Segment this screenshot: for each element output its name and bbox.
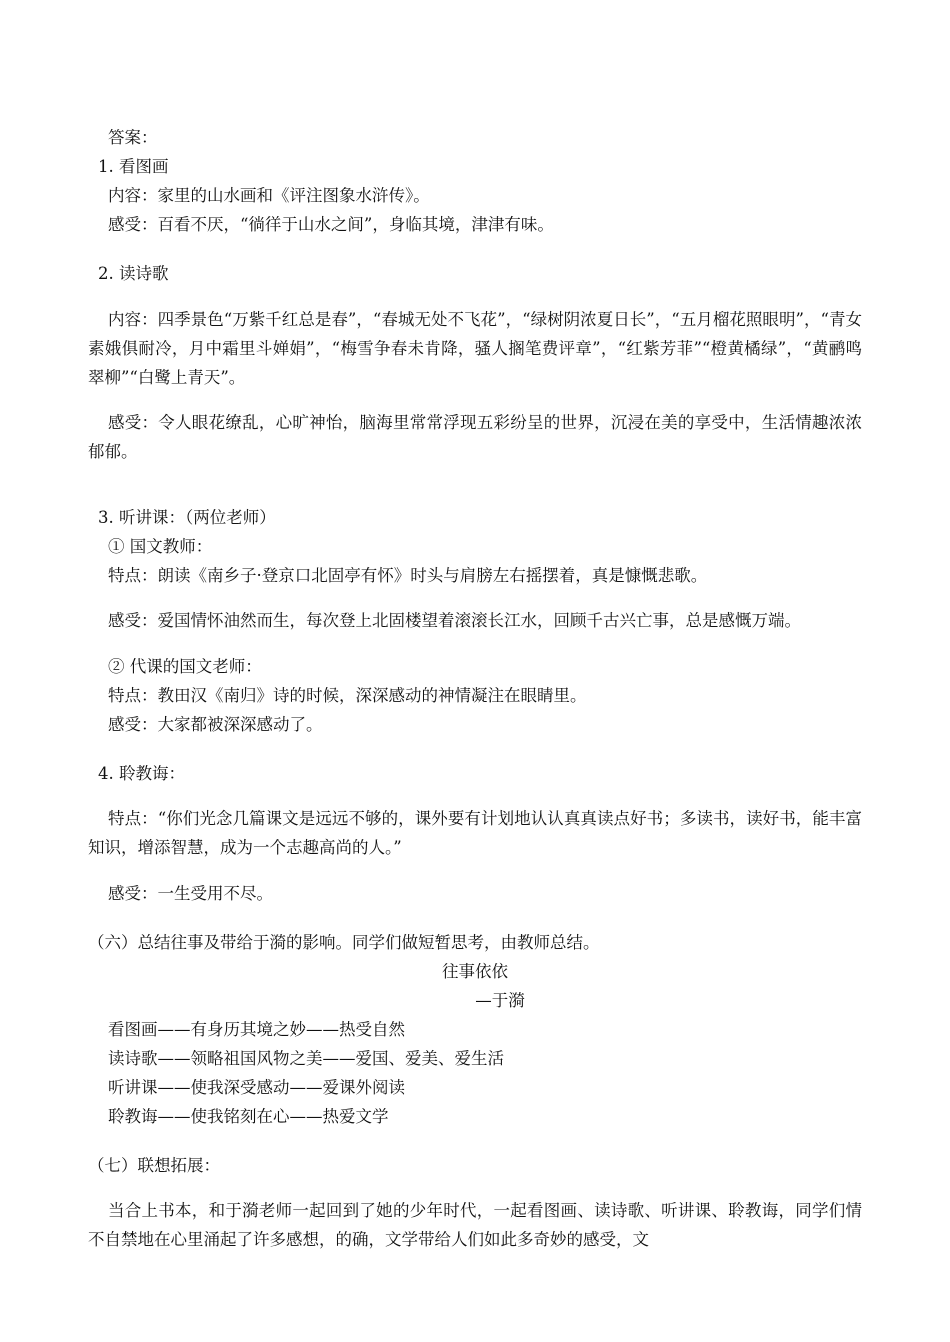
extension-text: 当合上书本，和于漪老师一起回到了她的少年时代，一起看图画、读诗歌、听讲课、聆教诲，同学们情不自禁地在心里涌起了许多感想，的确，文学带给人们如此多奇妙的感受，文	[88, 1201, 862, 1249]
document-page	[88, 123, 862, 1271]
section-1-feeling: 感受：百看不厌，“徜徉于山水之间”，身临其境，津津有味。	[108, 215, 554, 234]
spacer	[88, 739, 862, 759]
teacher-1-feature: 特点：朗读《南乡子·登京口北固亭有怀》时头与肩膀左右摇摆着，真是慷慨悲歌。	[108, 565, 708, 585]
summary-row: 看图画——有身历其境之妙——热受自然	[108, 1019, 405, 1039]
summary-row: 听讲课——使我深受感动——爱课外阅读	[108, 1077, 405, 1097]
section-2-title: 2. 读诗歌	[98, 264, 169, 283]
summary-row: 聆教诲——使我铭刻在心——热爱文学	[108, 1106, 389, 1126]
teacher-1-feeling: 感受：爱国情怀油然而生，每次登上北固楼望着滚滚长江水，回顾千古兴亡事，总是感慨万端。	[108, 611, 801, 630]
summary-row: 读诗歌——领略祖国风物之美——爱国、爱美、爱生活	[108, 1048, 504, 1068]
teacher-1-label: ① 国文教师：	[108, 536, 213, 556]
section-4-title: 4. 聆教诲：	[98, 763, 185, 783]
section-2-content: 内容：四季景色“万紫千红总是春”，“春城无处不飞花”，“绿树阴浓夏日长”，“五月榴花照眼明”，“青女素娥俱耐冷，月中霜里斗婵娟”，“梅雪争春未肯降，骚人搁笔费评章”，“红紫芳菲”“橙黄橘绿”，“黄鹂鸣翠柳”“白鹭上青天”。	[88, 309, 862, 387]
section-1-title: 1. 看图画	[98, 157, 169, 176]
section-2-feeling: 感受：令人眼花缭乱，心旷神怡，脑海里常常浮现五彩纷呈的世界，沉浸在美的享受中，生活情趣浓浓郁郁。	[88, 413, 862, 461]
summary-heading: （六）总结往事及带给于漪的影响。同学们做短暂思考，由教师总结。	[88, 932, 600, 952]
section-1-content: 内容：家里的山水画和《评注图象水浒传》。	[108, 186, 430, 205]
teacher-2-feature: 特点：教田汉《南归》诗的时候，深深感动的神情凝注在眼睛里。	[108, 685, 587, 705]
spacer	[88, 483, 862, 503]
answer-heading: 答案：	[108, 128, 158, 147]
section-3-title: 3. 听讲课：（两位老师）	[98, 507, 276, 527]
spacer	[88, 908, 862, 928]
section-4-feeling: 感受：一生受用不尽。	[108, 883, 273, 903]
spacer	[88, 1131, 862, 1151]
summary-title: 往事依依	[442, 961, 508, 981]
section-4-feature: 特点：“你们光念几篇课文是远远不够的，课外要有计划地认认真真读点好书；多读书，读好书，能丰富知识，增添智慧，成为一个志趣高尚的人。”	[88, 809, 862, 857]
extension-heading: （七）联想拓展：	[88, 1155, 220, 1175]
spacer	[88, 239, 862, 259]
teacher-2-feeling: 感受：大家都被深深感动了。	[108, 714, 323, 734]
teacher-2-label: ② 代课的国文老师：	[108, 656, 262, 676]
summary-author: —于漪	[475, 990, 525, 1010]
